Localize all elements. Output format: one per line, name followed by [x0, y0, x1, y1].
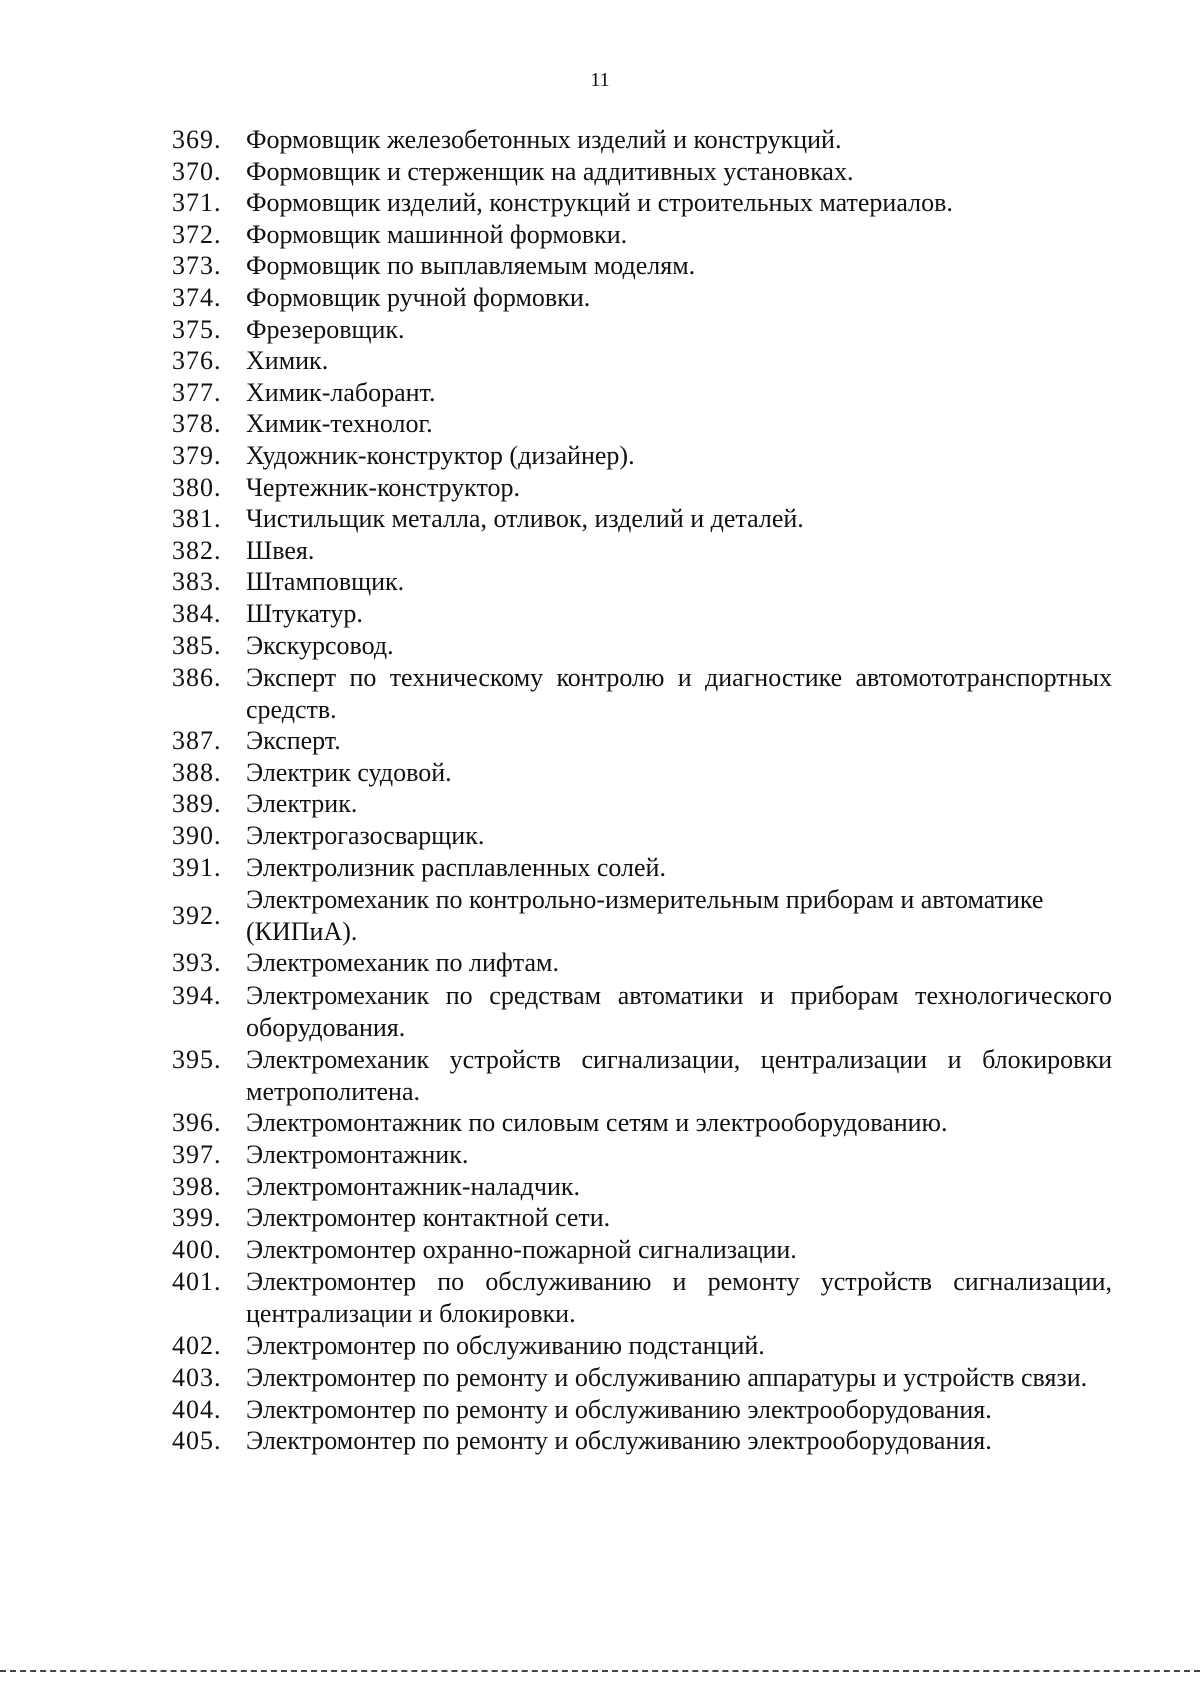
item-number: 405.: [172, 1426, 222, 1456]
item-number: 383.: [172, 567, 222, 597]
list-item: [172, 1107, 1112, 1139]
list-item: [172, 408, 1112, 440]
item-number: 374.: [172, 282, 222, 312]
list-item: [172, 345, 1112, 377]
item-number: 401.: [172, 1267, 222, 1297]
item-number: 375.: [172, 314, 222, 344]
item-number: 399.: [172, 1203, 222, 1233]
item-text: Штамповщик.: [246, 567, 405, 597]
item-text: Чертежник-конструктор.: [246, 472, 520, 502]
item-text: Электромонтер охранно-пожарной сигнализации.: [246, 1234, 797, 1264]
item-number: 387.: [172, 726, 222, 756]
list-item: [172, 947, 1112, 979]
page-number: 11: [590, 69, 610, 91]
list-item: [172, 124, 1112, 156]
list-item: [172, 1044, 1112, 1107]
item-number: 389.: [172, 789, 222, 819]
item-text: Электромонтажник.: [246, 1140, 469, 1169]
item-number: 398.: [172, 1171, 222, 1201]
item-text: Формовщик машинной формовки.: [246, 219, 628, 249]
list-item: [172, 472, 1112, 504]
item-text: Электромонтер по обслуживанию и ремонту устройств сигнализации, централизации и блокировки.: [246, 1267, 1112, 1328]
item-number: 390.: [172, 821, 222, 851]
list-item: [172, 1171, 1112, 1203]
item-text: Электромонтер по обслуживанию подстанций.: [246, 1330, 765, 1360]
list-item: [172, 377, 1112, 409]
item-text: Эксперт по техническому контролю и диагностике автомототранспортных средств.: [246, 663, 1112, 724]
item-number: 402.: [172, 1330, 222, 1360]
item-text: Электромонтажник-наладчик.: [246, 1171, 581, 1201]
bottom-dashed-rule: [0, 1670, 1200, 1672]
item-text: Электромонтер контактной сети.: [246, 1203, 611, 1233]
list-item: [172, 662, 1112, 725]
list-item: [172, 250, 1112, 282]
item-number: 400.: [172, 1234, 222, 1264]
item-number: 393.: [172, 948, 222, 978]
item-text: Электромеханик по контрольно-измерительным приборам и автоматике (КИПиА).: [246, 885, 1044, 946]
list-item: [172, 630, 1112, 662]
item-number: 378.: [172, 409, 222, 439]
item-number: 381.: [172, 504, 222, 534]
item-text: Электромеханик устройств сигнализации, централизации и блокировки метрополитена.: [246, 1045, 1112, 1106]
list-item: [172, 566, 1112, 598]
list-item: [172, 788, 1112, 820]
item-number: 385.: [172, 630, 222, 660]
item-text: Электромеханик по лифтам.: [246, 948, 559, 978]
item-number: 370.: [172, 156, 222, 186]
list-item: [172, 1362, 1112, 1394]
item-text: Электромонтер по ремонту и обслуживанию электрооборудования.: [246, 1426, 992, 1456]
item-number: 386.: [172, 663, 222, 693]
list-item: [172, 187, 1112, 219]
item-number: 391.: [172, 852, 222, 882]
list-item: [172, 1234, 1112, 1266]
item-number: 395.: [172, 1045, 222, 1075]
item-text: Химик-технолог.: [246, 409, 433, 439]
item-number: 373.: [172, 251, 222, 281]
item-text: Электрик судовой.: [246, 757, 452, 787]
item-text: Электролизник расплавленных солей.: [246, 852, 666, 882]
list-item: [172, 1266, 1112, 1329]
list-item: [172, 156, 1112, 188]
item-number: 388.: [172, 757, 222, 787]
item-number: 392.: [172, 901, 222, 931]
list-item: [172, 440, 1112, 472]
list-item: [172, 503, 1112, 535]
item-text: Чистильщик металла, отливок, изделий и деталей.: [246, 504, 804, 534]
list-item: [172, 598, 1112, 630]
list-item: [172, 725, 1112, 757]
list-item: [172, 1330, 1112, 1362]
item-number: 382.: [172, 535, 222, 565]
list-item: [172, 314, 1112, 346]
item-text: Электрик.: [246, 789, 358, 819]
list-item: [172, 820, 1112, 852]
item-number: 384.: [172, 598, 222, 628]
item-number: 396.: [172, 1108, 222, 1138]
list-item: [172, 1139, 1112, 1171]
item-number: 369.: [172, 125, 222, 154]
item-text: Электромонтажник по силовым сетям и электрооборудованию.: [246, 1108, 948, 1138]
item-text: Электромеханик по средствам автоматики и приборам технологического оборудования.: [246, 981, 1112, 1042]
list-item: [172, 1202, 1112, 1234]
item-number: 397.: [172, 1140, 222, 1169]
list-item: [172, 884, 1112, 947]
item-text: Химик.: [246, 346, 329, 376]
item-text: Фрезеровщик.: [246, 314, 405, 344]
list-item: [172, 1425, 1112, 1457]
item-number: 403.: [172, 1363, 222, 1393]
item-text: Химик-лаборант.: [246, 377, 436, 407]
item-text: Экскурсовод.: [246, 630, 394, 660]
list-item: [172, 757, 1112, 789]
item-text: Формовщик и стерженщик на аддитивных установках.: [246, 156, 854, 186]
item-number: 379.: [172, 440, 222, 470]
list-item: [172, 535, 1112, 567]
item-text: Художник-конструктор (дизайнер).: [246, 440, 635, 470]
item-text: Формовщик ручной формовки.: [246, 282, 591, 312]
list-item: [172, 282, 1112, 314]
item-number: 404.: [172, 1394, 222, 1424]
item-number: 376.: [172, 346, 222, 376]
item-text: Электромонтер по ремонту и обслуживанию электрооборудования.: [246, 1394, 992, 1424]
item-text: Швея.: [246, 535, 315, 565]
list-item: [172, 980, 1112, 1043]
item-text: Электромонтер по ремонту и обслуживанию аппаратуры и устройств связи.: [246, 1363, 1088, 1393]
list-item: [172, 852, 1112, 884]
item-number: 377.: [172, 377, 222, 407]
list-item: [172, 219, 1112, 251]
item-text: Электрогазосварщик.: [246, 821, 485, 851]
item-number: 372.: [172, 219, 222, 249]
item-text: Эксперт.: [246, 726, 341, 756]
list-item: [172, 1394, 1112, 1426]
item-number: 380.: [172, 472, 222, 502]
item-text: Формовщик по выплавляемым моделям.: [246, 251, 696, 281]
item-text: Формовщик изделий, конструкций и строительных материалов.: [246, 188, 953, 218]
profession-list: [172, 124, 1112, 1457]
item-number: 371.: [172, 188, 222, 218]
item-text: Штукатур.: [246, 598, 363, 628]
item-text: Формовщик железобетонных изделий и конструкций.: [246, 125, 842, 154]
item-number: 394.: [172, 981, 222, 1011]
